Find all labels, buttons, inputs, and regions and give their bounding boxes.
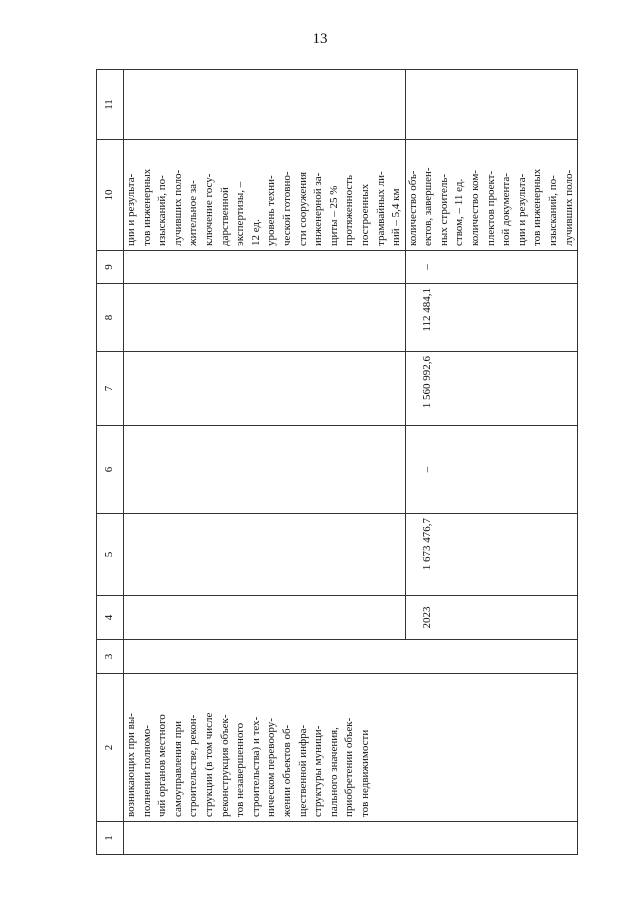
amount-col7: 1 560 992,6 [405, 352, 578, 426]
result-line: ключение госу- [202, 173, 215, 246]
description-line: реконструкция объек- [218, 714, 231, 817]
cell-col6 [124, 426, 406, 514]
amount-col8: 112 484,1 [405, 284, 578, 352]
result-line: тов инженерных [531, 168, 544, 246]
result-cell [124, 140, 406, 251]
column-number: 8 [97, 284, 124, 352]
result-line: протяженность [343, 174, 356, 246]
description-line: чий органов местного [156, 714, 169, 817]
result-line: ции и результа- [125, 173, 137, 246]
description-line: строительстве, рекон- [187, 714, 200, 817]
amount-col9: – [405, 251, 578, 284]
column-number: 11 [97, 70, 124, 140]
description-line: приобретении объек- [343, 717, 356, 817]
result-line: уровень техни- [265, 175, 278, 246]
result-line: изысканий, по- [547, 175, 560, 246]
result-line: сти сооружения [296, 171, 309, 246]
result-line: количество ком- [469, 170, 482, 246]
description-line: жении объектов об- [280, 724, 293, 817]
result-line: лучивших поло- [562, 169, 575, 246]
year-cell: 2023 [405, 596, 578, 640]
column-number: 4 [97, 596, 124, 640]
cell-col3 [124, 640, 578, 674]
result-line: щиты – 25 % [327, 185, 340, 246]
cell-col4 [124, 596, 406, 640]
rotated-table-wrapper [96, 70, 576, 855]
cell-col8 [124, 284, 406, 352]
result-line: построенных [358, 183, 371, 246]
cell-col11 [405, 70, 578, 140]
description-line: тов незавершенного [234, 722, 247, 817]
amount-col5: 1 673 476,7 [405, 514, 578, 596]
result-line: ных строитель- [437, 173, 450, 246]
cell-col7 [124, 352, 406, 426]
column-number: 7 [97, 352, 124, 426]
description-line: структуры муници- [312, 725, 325, 817]
result-line: трамвайных ли- [374, 171, 387, 246]
result-line: 12 ед. [249, 219, 262, 246]
result-line: ной документа- [500, 173, 513, 246]
result-line: ектов, завершен- [422, 167, 435, 246]
result-line: изысканий, по- [156, 175, 169, 246]
column-number: 10 [97, 140, 124, 251]
result-line: плектов проект- [484, 170, 497, 246]
amount-col6: – [405, 426, 578, 514]
description-line: возникающих при вы- [125, 713, 137, 817]
description-line: самоуправления при [171, 721, 184, 817]
description-line: строительства) и тех- [249, 716, 262, 817]
result-cell [405, 140, 578, 251]
description-line: струкции (в том числе [202, 712, 215, 817]
column-number: 3 [97, 640, 124, 674]
description-line: тов недвижимости [358, 729, 371, 817]
result-line: ний – 5,4 км [390, 188, 403, 246]
result-line: тов инженерных [140, 168, 153, 246]
result-line: ческой готовно- [280, 171, 293, 246]
result-line: лучивших поло- [171, 169, 184, 246]
column-number: 1 [97, 822, 124, 855]
description-line: щественной инфра- [296, 724, 309, 817]
description-cell [124, 674, 578, 822]
cell-col1 [124, 822, 578, 855]
column-number: 6 [97, 426, 124, 514]
description-line: ническом перевоору- [265, 718, 278, 817]
column-number-row [97, 70, 124, 855]
column-number: 9 [97, 251, 124, 284]
result-line: ством, – 11 ед. [453, 178, 466, 246]
table-row [124, 70, 406, 855]
description-line: полнении полномо- [140, 725, 153, 817]
data-table [96, 69, 578, 855]
result-line: экспертизы, – [234, 181, 247, 246]
result-line: жительное за- [187, 180, 200, 246]
cell-col11 [124, 70, 406, 140]
cell-col9 [124, 251, 406, 284]
result-line: инженерной за- [312, 172, 325, 246]
page-number: 13 [312, 31, 328, 47]
result-line: дарственной [218, 187, 231, 246]
column-number: 2 [97, 674, 124, 822]
cell-col5 [124, 514, 406, 596]
result-line: количество объ- [406, 170, 419, 246]
column-number: 5 [97, 514, 124, 596]
description-line: пального значения, [327, 727, 340, 817]
result-line: ции и результа- [515, 173, 528, 246]
